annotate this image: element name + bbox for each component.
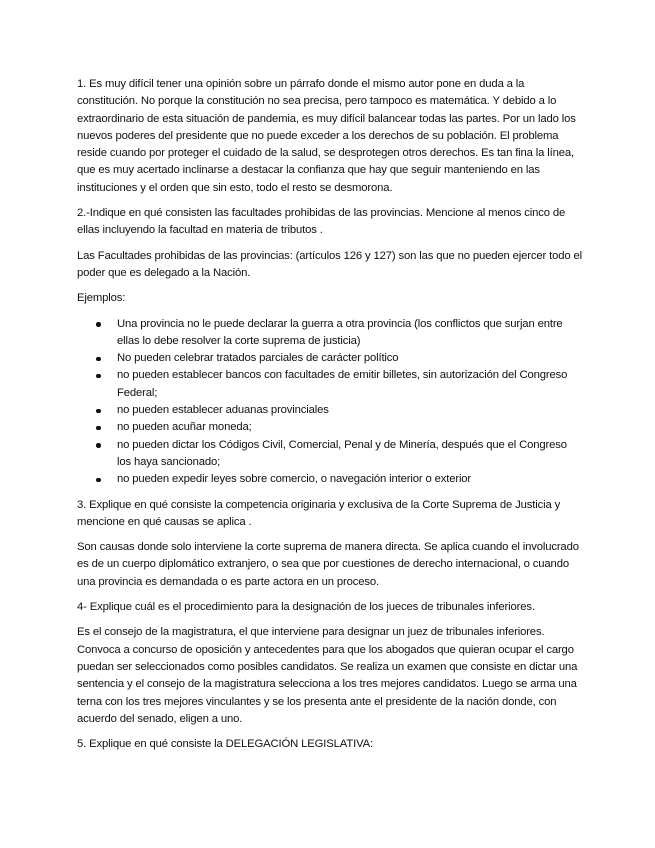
bullet-icon xyxy=(96,409,101,414)
list-item-text: Una provincia no le puede declarar la guerra a otra provincia (los conflictos que surjan entre ellas lo debe resolver la corte suprema de justicia) xyxy=(117,317,563,347)
examples-heading: Ejemplos: xyxy=(77,292,126,305)
bullet-icon xyxy=(96,374,101,379)
list-item xyxy=(77,350,583,367)
question-2-paragraph: 2.-Indique en qué consisten las facultades prohibidas de las provincias. Mencione al menos cinco de ellas incluyendo la facultad en materia de tributos . xyxy=(77,207,566,237)
question-4-paragraph: 4- Explique cuál es el procedimiento para la designación de los jueces de tribunales inferiores. xyxy=(77,601,535,614)
bullet-icon xyxy=(96,357,101,362)
list-item-text: no pueden expedir leyes sobre comercio, o navegación interior o exterior xyxy=(117,473,472,486)
list-item xyxy=(77,437,583,472)
list-item xyxy=(77,367,583,402)
answer-4-paragraph: Es el consejo de la magistratura, el que interviene para designar un juez de tribunales inferiores. Convoca a concurso de oposición y antecedentes para que los abogados que quieran ocupar el cargo puedan ser seleccionados como posibles candidatos. Se realiza un examen que consiste en dictar una sentencia y el consejo de la magistratura selecciona a los tres mejores candidatos. Luego se arma una terna con los tres mejores vinculantes y se los presenta ante el presidente de la nación donde, con acuerdo del senado, eligen a uno. xyxy=(77,626,578,725)
answer-1-paragraph: 1. Es muy difícil tener una opinión sobre un párrafo donde el mismo autor pone en duda a la constitución. No porque la constitución no sea precisa, pero tampoco es matemática. Y debido a lo extraordinario de esta situación de pandemia, es muy difícil balancear todas las partes. Por un lado los nuevos poderes del presidente que no puede exceder a los derechos de su población. El problema reside cuando por proteger el cuidado de la salud, se desprotegen otros derechos. Es tan fina la línea, que es muy acertado inclinarse a destacar la confianza que hay que seguir manteniendo en las instituciones y el orden que sin esto, todo el resto se desmorona. xyxy=(77,78,576,194)
bullet-icon xyxy=(96,322,101,327)
document-page xyxy=(77,76,583,761)
list-item xyxy=(77,471,583,488)
list-item-text: no pueden establecer bancos con facultades de emitir billetes, sin autorización del Congreso Federal; xyxy=(117,369,568,399)
list-item xyxy=(77,419,583,436)
list-item xyxy=(77,316,583,351)
answer-3-paragraph: Son causas donde solo interviene la corte suprema de manera directa. Se aplica cuando el involucrado es de un cuerpo diplomático extranjero, o sea que por cuestiones de derecho internacional, o cuando una provincia es demandada o es parte actora en un proceso. xyxy=(77,541,579,588)
list-item-text: no pueden acuñar moneda; xyxy=(117,421,252,434)
list-item xyxy=(77,402,583,419)
examples-list xyxy=(77,316,583,489)
list-item-text: no pueden dictar los Códigos Civil, Comercial, Penal y de Minería, después que el Congreso los haya sancionado; xyxy=(117,438,567,468)
bullet-icon xyxy=(96,478,101,483)
bullet-icon xyxy=(96,426,101,431)
question-5-paragraph: 5. Explique en qué consiste la DELEGACIÓN LEGISLATIVA: xyxy=(77,738,374,751)
answer-2-paragraph: Las Facultades prohibidas de las provincias: (artículos 126 y 127) son las que no pueden ejercer todo el poder que es delegado a la Nación. xyxy=(77,249,583,279)
question-3-paragraph: 3. Explique en qué consiste la competencia originaria y exclusiva de la Corte Suprema de Justicia y mencione en qué causas se aplica . xyxy=(77,498,561,528)
list-item-text: No pueden celebrar tratados parciales de carácter político xyxy=(117,352,399,365)
bullet-icon xyxy=(96,443,101,448)
list-item-text: no pueden establecer aduanas provinciales xyxy=(117,404,329,417)
